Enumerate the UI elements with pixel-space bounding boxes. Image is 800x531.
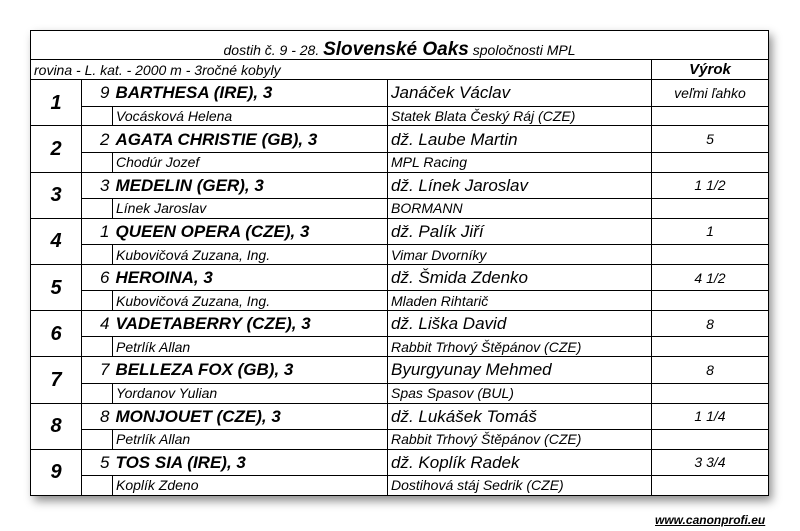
trainer-cell: Kubovičová Zuzana, Ing. bbox=[113, 291, 388, 311]
margin-spacer-cell bbox=[652, 106, 769, 126]
margin-spacer-cell bbox=[652, 152, 769, 172]
margin-spacer-cell bbox=[652, 291, 769, 311]
margin-spacer-cell bbox=[652, 383, 769, 403]
spacer-cell bbox=[82, 198, 113, 218]
owner-cell: Dostihová stáj Sedrik (CZE) bbox=[388, 475, 652, 495]
position-cell: 8 bbox=[31, 403, 82, 449]
horse-name-cell: TOS SIA (IRE), 3 bbox=[113, 449, 388, 475]
race-title-suffix: spoločnosti MPL bbox=[472, 42, 576, 59]
spacer-cell bbox=[82, 429, 113, 449]
margin-header: Výrok bbox=[652, 60, 769, 80]
owner-cell: Statek Blata Český Ráj (CZE) bbox=[388, 106, 652, 126]
position-cell: 4 bbox=[31, 218, 82, 264]
result-detail-row bbox=[31, 245, 769, 265]
result-detail-row bbox=[31, 383, 769, 403]
race-title bbox=[31, 31, 769, 60]
horse-name-cell: AGATA CHRISTIE (GB), 3 bbox=[113, 126, 388, 152]
margin-cell: 3 3/4 bbox=[652, 449, 769, 475]
owner-cell: Mladen Rihtarič bbox=[388, 291, 652, 311]
margin-spacer-cell bbox=[652, 429, 769, 449]
jockey-cell: dž. Šmida Zdenko bbox=[388, 265, 652, 291]
position-cell: 2 bbox=[31, 126, 82, 172]
jockey-cell: dž. Laube Martin bbox=[388, 126, 652, 152]
margin-spacer-cell bbox=[652, 475, 769, 495]
trainer-cell: Petrlík Allan bbox=[113, 337, 388, 357]
watermark-link[interactable]: www.canonprofi.eu bbox=[655, 513, 766, 527]
result-row bbox=[31, 311, 769, 337]
result-row bbox=[31, 172, 769, 198]
margin-cell: 1 bbox=[652, 218, 769, 244]
trainer-cell: Petrlík Allan bbox=[113, 429, 388, 449]
result-detail-row bbox=[31, 291, 769, 311]
spacer-cell bbox=[82, 291, 113, 311]
owner-cell: Rabbit Trhový Štěpánov (CZE) bbox=[388, 429, 652, 449]
result-row bbox=[31, 126, 769, 152]
horse-name-cell: MONJOUET (CZE), 3 bbox=[113, 403, 388, 429]
position-cell: 5 bbox=[31, 265, 82, 311]
conditions-row bbox=[31, 60, 769, 80]
position-cell: 3 bbox=[31, 172, 82, 218]
result-row bbox=[31, 265, 769, 291]
result-detail-row bbox=[31, 152, 769, 172]
jockey-cell: dž. Koplík Radek bbox=[388, 449, 652, 475]
owner-cell: Vimar Dvorníky bbox=[388, 245, 652, 265]
start-number-cell: 6 bbox=[82, 265, 113, 291]
spacer-cell bbox=[82, 337, 113, 357]
margin-cell: 8 bbox=[652, 357, 769, 383]
margin-spacer-cell bbox=[652, 198, 769, 218]
spacer-cell bbox=[82, 383, 113, 403]
trainer-cell: Yordanov Yulian bbox=[113, 383, 388, 403]
spacer-cell bbox=[82, 475, 113, 495]
position-cell: 7 bbox=[31, 357, 82, 403]
jockey-cell: dž. Palík Jiří bbox=[388, 218, 652, 244]
result-row bbox=[31, 357, 769, 383]
start-number-cell: 5 bbox=[82, 449, 113, 475]
margin-cell: 5 bbox=[652, 126, 769, 152]
jockey-cell: dž. Liška David bbox=[388, 311, 652, 337]
trainer-cell: Línek Jaroslav bbox=[113, 198, 388, 218]
horse-name-cell: HEROINA, 3 bbox=[113, 265, 388, 291]
trainer-cell: Kubovičová Zuzana, Ing. bbox=[113, 245, 388, 265]
margin-cell: 1 1/4 bbox=[652, 403, 769, 429]
jockey-cell: Janáček Václav bbox=[388, 80, 652, 106]
trainer-cell: Vocásková Helena bbox=[113, 106, 388, 126]
results-table bbox=[30, 30, 769, 496]
start-number-cell: 7 bbox=[82, 357, 113, 383]
owner-cell: Rabbit Trhový Štěpánov (CZE) bbox=[388, 337, 652, 357]
start-number-cell: 8 bbox=[82, 403, 113, 429]
result-row bbox=[31, 449, 769, 475]
start-number-cell: 2 bbox=[82, 126, 113, 152]
margin-cell: 8 bbox=[652, 311, 769, 337]
position-cell: 6 bbox=[31, 311, 82, 357]
owner-cell: MPL Racing bbox=[388, 152, 652, 172]
horse-name-cell: MEDELIN (GER), 3 bbox=[113, 172, 388, 198]
horse-name-cell: BARTHESA (IRE), 3 bbox=[113, 80, 388, 106]
horse-name-cell: BELLEZA FOX (GB), 3 bbox=[113, 357, 388, 383]
position-cell: 1 bbox=[31, 80, 82, 126]
margin-cell: 1 1/2 bbox=[652, 172, 769, 198]
owner-cell: Spas Spasov (BUL) bbox=[388, 383, 652, 403]
start-number-cell: 3 bbox=[82, 172, 113, 198]
start-number-cell: 4 bbox=[82, 311, 113, 337]
result-row bbox=[31, 80, 769, 106]
trainer-cell: Chodúr Jozef bbox=[113, 152, 388, 172]
result-detail-row bbox=[31, 429, 769, 449]
spacer-cell bbox=[82, 245, 113, 265]
result-detail-row bbox=[31, 337, 769, 357]
margin-spacer-cell bbox=[652, 337, 769, 357]
jockey-cell: dž. Lukášek Tomáš bbox=[388, 403, 652, 429]
start-number-cell: 9 bbox=[82, 80, 113, 106]
horse-name-cell: VADETABERRY (CZE), 3 bbox=[113, 311, 388, 337]
race-title-prefix: dostih č. 9 - 28. bbox=[223, 42, 320, 59]
margin-cell: 4 1/2 bbox=[652, 265, 769, 291]
race-name: Slovenské Oaks bbox=[323, 39, 469, 60]
race-conditions: rovina - L. kat. - 2000 m - 3ročné kobyly bbox=[31, 60, 652, 80]
start-number-cell: 1 bbox=[82, 218, 113, 244]
spacer-cell bbox=[82, 152, 113, 172]
position-cell: 9 bbox=[31, 449, 82, 495]
spacer-cell bbox=[82, 106, 113, 126]
result-detail-row bbox=[31, 198, 769, 218]
trainer-cell: Koplík Zdeno bbox=[113, 475, 388, 495]
jockey-cell: Byurgyunay Mehmed bbox=[388, 357, 652, 383]
result-detail-row bbox=[31, 475, 769, 495]
results-sheet bbox=[30, 30, 768, 496]
result-row bbox=[31, 218, 769, 244]
margin-spacer-cell bbox=[652, 245, 769, 265]
horse-name-cell: QUEEN OPERA (CZE), 3 bbox=[113, 218, 388, 244]
title-row bbox=[31, 31, 769, 60]
jockey-cell: dž. Línek Jaroslav bbox=[388, 172, 652, 198]
margin-cell: veľmi ľahko bbox=[652, 80, 769, 106]
owner-cell: BORMANN bbox=[388, 198, 652, 218]
result-row bbox=[31, 403, 769, 429]
result-detail-row bbox=[31, 106, 769, 126]
